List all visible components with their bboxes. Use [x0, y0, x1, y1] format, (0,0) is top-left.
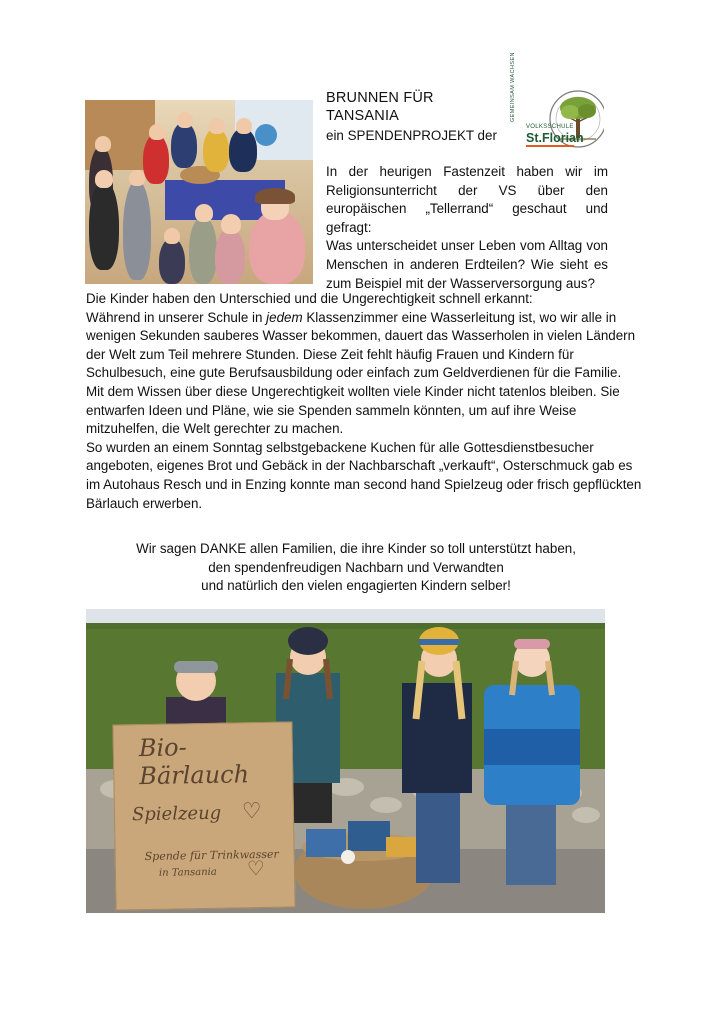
logo-school-name: St.Florian [526, 131, 584, 145]
body-paragraph-1: Die Kinder haben den Unterschied und die Ungerechtigkeit schnell erkannt: [86, 291, 533, 306]
sign-line-2: Spielzeug [131, 802, 222, 826]
thanks-line-1: Wir sagen DANKE allen Familien, die ihre Kinder so toll unterstützt haben, [136, 541, 576, 556]
photo-children-classroom [85, 100, 313, 284]
title-line-1: BRUNNEN FÜR [326, 90, 434, 106]
thanks-line-3: und natürlich den vielen engagierten Kindern selber! [201, 578, 511, 594]
heart-icon: ♡ [241, 797, 262, 824]
logo-accent-line [526, 145, 574, 147]
body-paragraph-2 [86, 309, 646, 383]
intro-paragraph-2: Was unterscheidet unser Leben vom Alltag von Menschen in anderen Erdteilen? Wie sieht es zum Beispiel mit der Wasserversorgung aus? [326, 238, 608, 291]
body-paragraph-4: So wurden an einem Sonntag selbstgebackene Kuchen für alle Gottesdienstbesucher angeboten, eigenes Brot und Gebäck in der Nachbarschaft „verkauft“, Osterschmuck gab es im Autohaus Resch und in Enzing konnte man second hand Spielzeug oder frisch gepflückten Bärlauch erwerben. [86, 439, 642, 511]
logo-school-small: VOLKSSCHULE [526, 124, 574, 130]
title-line-2: TANSANIA [326, 108, 400, 124]
sign-line-1: Bio-Bärlauch [138, 733, 250, 791]
heart-icon-small: ♡ [246, 857, 266, 881]
subtitle: ein SPENDENPROJEKT der [326, 128, 497, 143]
body-p2-after: Klassenzimmer eine Wasserleitung ist, wo wir alle in wenigen Sekunden sauberes Wasser bekommen, dauert das Wasserholen in vielen Ländern der Welt zum Teil mehrere Stunden. Diese Zeit fehlt häufig Frauen und Kindern für Schulbesuch, eine gute Berufsausbildung oder einfach zum Geldverdienen für die Familie. [86, 309, 636, 381]
body-p2-emphasis: jedem [266, 309, 303, 325]
body-p2-before: Während in unserer Schule in [86, 309, 267, 325]
thanks-line-2: den spendenfreudigen Nachbarn und Verwandten [208, 559, 504, 575]
intro-text [326, 163, 608, 293]
body-paragraph-3: Mit dem Wissen über diese Ungerechtigkeit wollten viele Kinder nicht tatenlos bleiben. Sie entwarfen Ideen und Pläne, wie sie Spenden sammeln könnten, um auf ihre Weise mitzuhelfen, die Welt gerechter zu machen. [86, 383, 620, 437]
photo-children-sale-stand [86, 609, 605, 913]
intro-paragraph-1: In der heurigen Fastenzeit haben wir im Religionsunterricht der VS über den europäischen „Tellerrand“ geschaut und gefragt: [326, 164, 608, 235]
sign-line-3: Spende für Trinkwasser [144, 847, 279, 864]
cardboard-sign [112, 721, 295, 910]
logo-arc-text: GEMEINSAM WACHSEN [510, 52, 516, 122]
sign-line-4: in Tansania [158, 866, 217, 879]
body-text [86, 290, 646, 513]
school-logo [508, 52, 604, 152]
thanks-text [86, 540, 626, 596]
